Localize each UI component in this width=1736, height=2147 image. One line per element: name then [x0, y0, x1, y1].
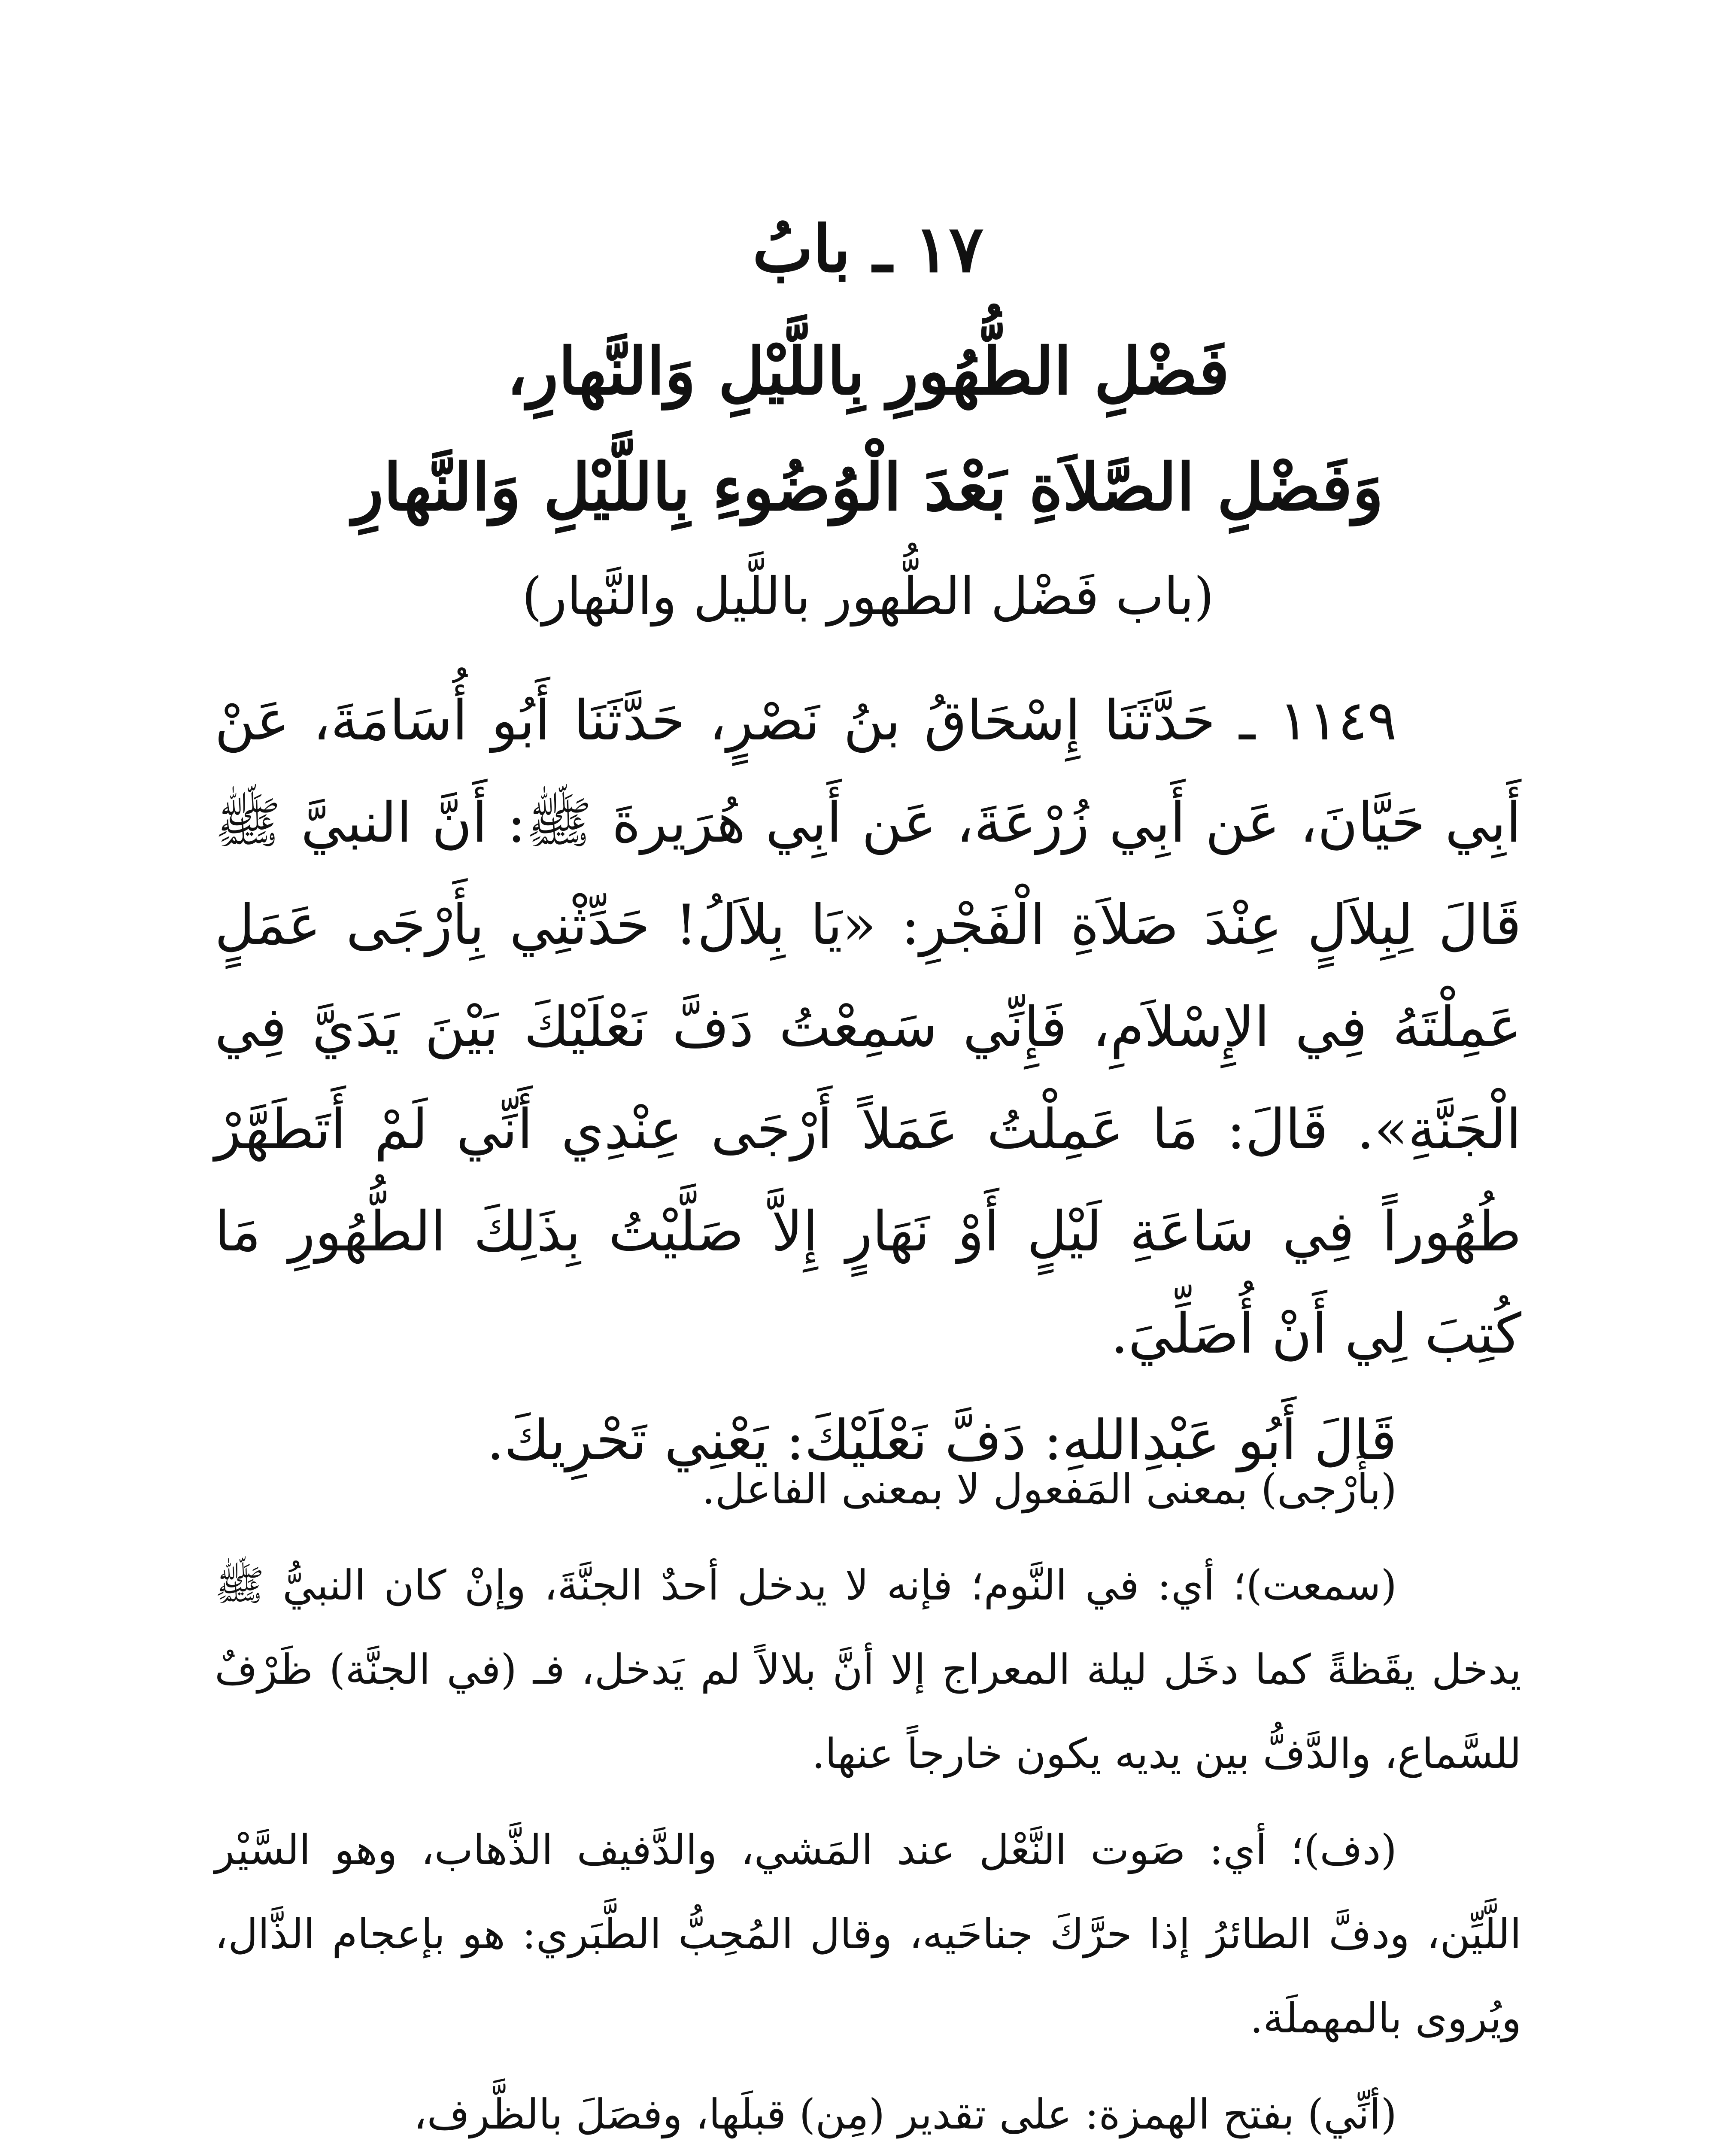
chapter-title-line-1: فَضْلِ الطُّهُورِ بِاللَّيْلِ وَالنَّهارِ،	[507, 334, 1229, 409]
sub-heading: (باب فَضْل الطُّهور باللَّيل والنَّهار)	[522, 567, 1214, 626]
chapter-title	[0, 313, 1736, 545]
hadith-note: قَالَ أَبُو عَبْدِاللهِ: دَفَّ نَعْلَيْكَ: يَعْنِي تَحْرِيكَ.	[486, 1408, 1397, 1472]
chapter-title-line-2: وَفَضْلِ الصَّلاَةِ بَعْدَ الْوُضُوءِ بِاللَّيْلِ وَالنَّهارِ	[352, 450, 1384, 525]
hadith-text-block	[215, 670, 1521, 1492]
commentary-paragraph: (أنِّي) بفتح الهمزة: على تقدير (مِن) قبلَها، وفصَلَ بالظَّرف،	[413, 2090, 1397, 2138]
commentary-block	[215, 1447, 1521, 2147]
hadith-text: ١١٤٩ ـ حَدَّثَنَا إِسْحَاقُ بنُ نَصْرٍ، حَدَّثَنَا أَبُو أُسَامَةَ، عَنْ أَبِي حَيَّانَ، عَن أَبِي زُرْعَةَ، عَن أَبِي هُرَيرةَ ﷺ: أَنَّ النبيَّ ﷺ قَالَ لِبِلاَلٍ عِنْدَ صَلاَةِ الْفَجْرِ: «يَا بِلاَلُ! حَدِّثْنِي بِأَرْجَى عَمَلٍ عَمِلْتَهُ فِي الإِسْلاَمِ، فَإِنِّي سَمِعْتُ دَفَّ نَعْلَيْكَ بَيْنَ يَدَيَّ فِي الْجَنَّةِ». قَالَ: مَا عَمِلْتُ عَمَلاً أَرْجَى عِنْدِي أَنِّي لَمْ أَتَطَهَّرْ طُهُوراً فِي سَاعَةِ لَيْلٍ أَوْ نَهَارٍ إِلاَّ صَلَّيْتُ بِذَلِكَ الطُّهُورِ مَا كُتِبَ لِي أَنْ أُصَلِّيَ.	[215, 689, 1522, 1366]
commentary-paragraph: (دف)؛ أي: صَوت النَّعْل عند المَشي، والدَّفيف الذَّهاب، وهو السَّيْر اللَّيِّن، ودفَّ الطائرُ إذا حرَّكَ جناحَيه، وقال المُحِبُّ الطَّبَري: هو بإعجام الذَّال، ويُروى بالمهملَة.	[215, 1826, 1521, 2042]
commentary-paragraph: (سمعت)؛ أي: في النَّوم؛ فإنه لا يدخل أحدٌ الجنَّةَ، وإنْ كان النبيُّ ﷺ يدخل يقَظةً كما دخَل ليلة المعراج إلا أنَّ بلالاً لم يَدخل، فـ (في الجنَّة) ظَرْفٌ للسَّماع، والدَّفُّ بين يديه يكون خارجاً عنها.	[215, 1561, 1521, 1778]
commentary-paragraph: (بأَرْجى) بمعنى المَفعول لا بمعنى الفاعل.	[702, 1465, 1397, 1513]
chapter-number: ١٧ ـ بابُ	[752, 211, 984, 287]
